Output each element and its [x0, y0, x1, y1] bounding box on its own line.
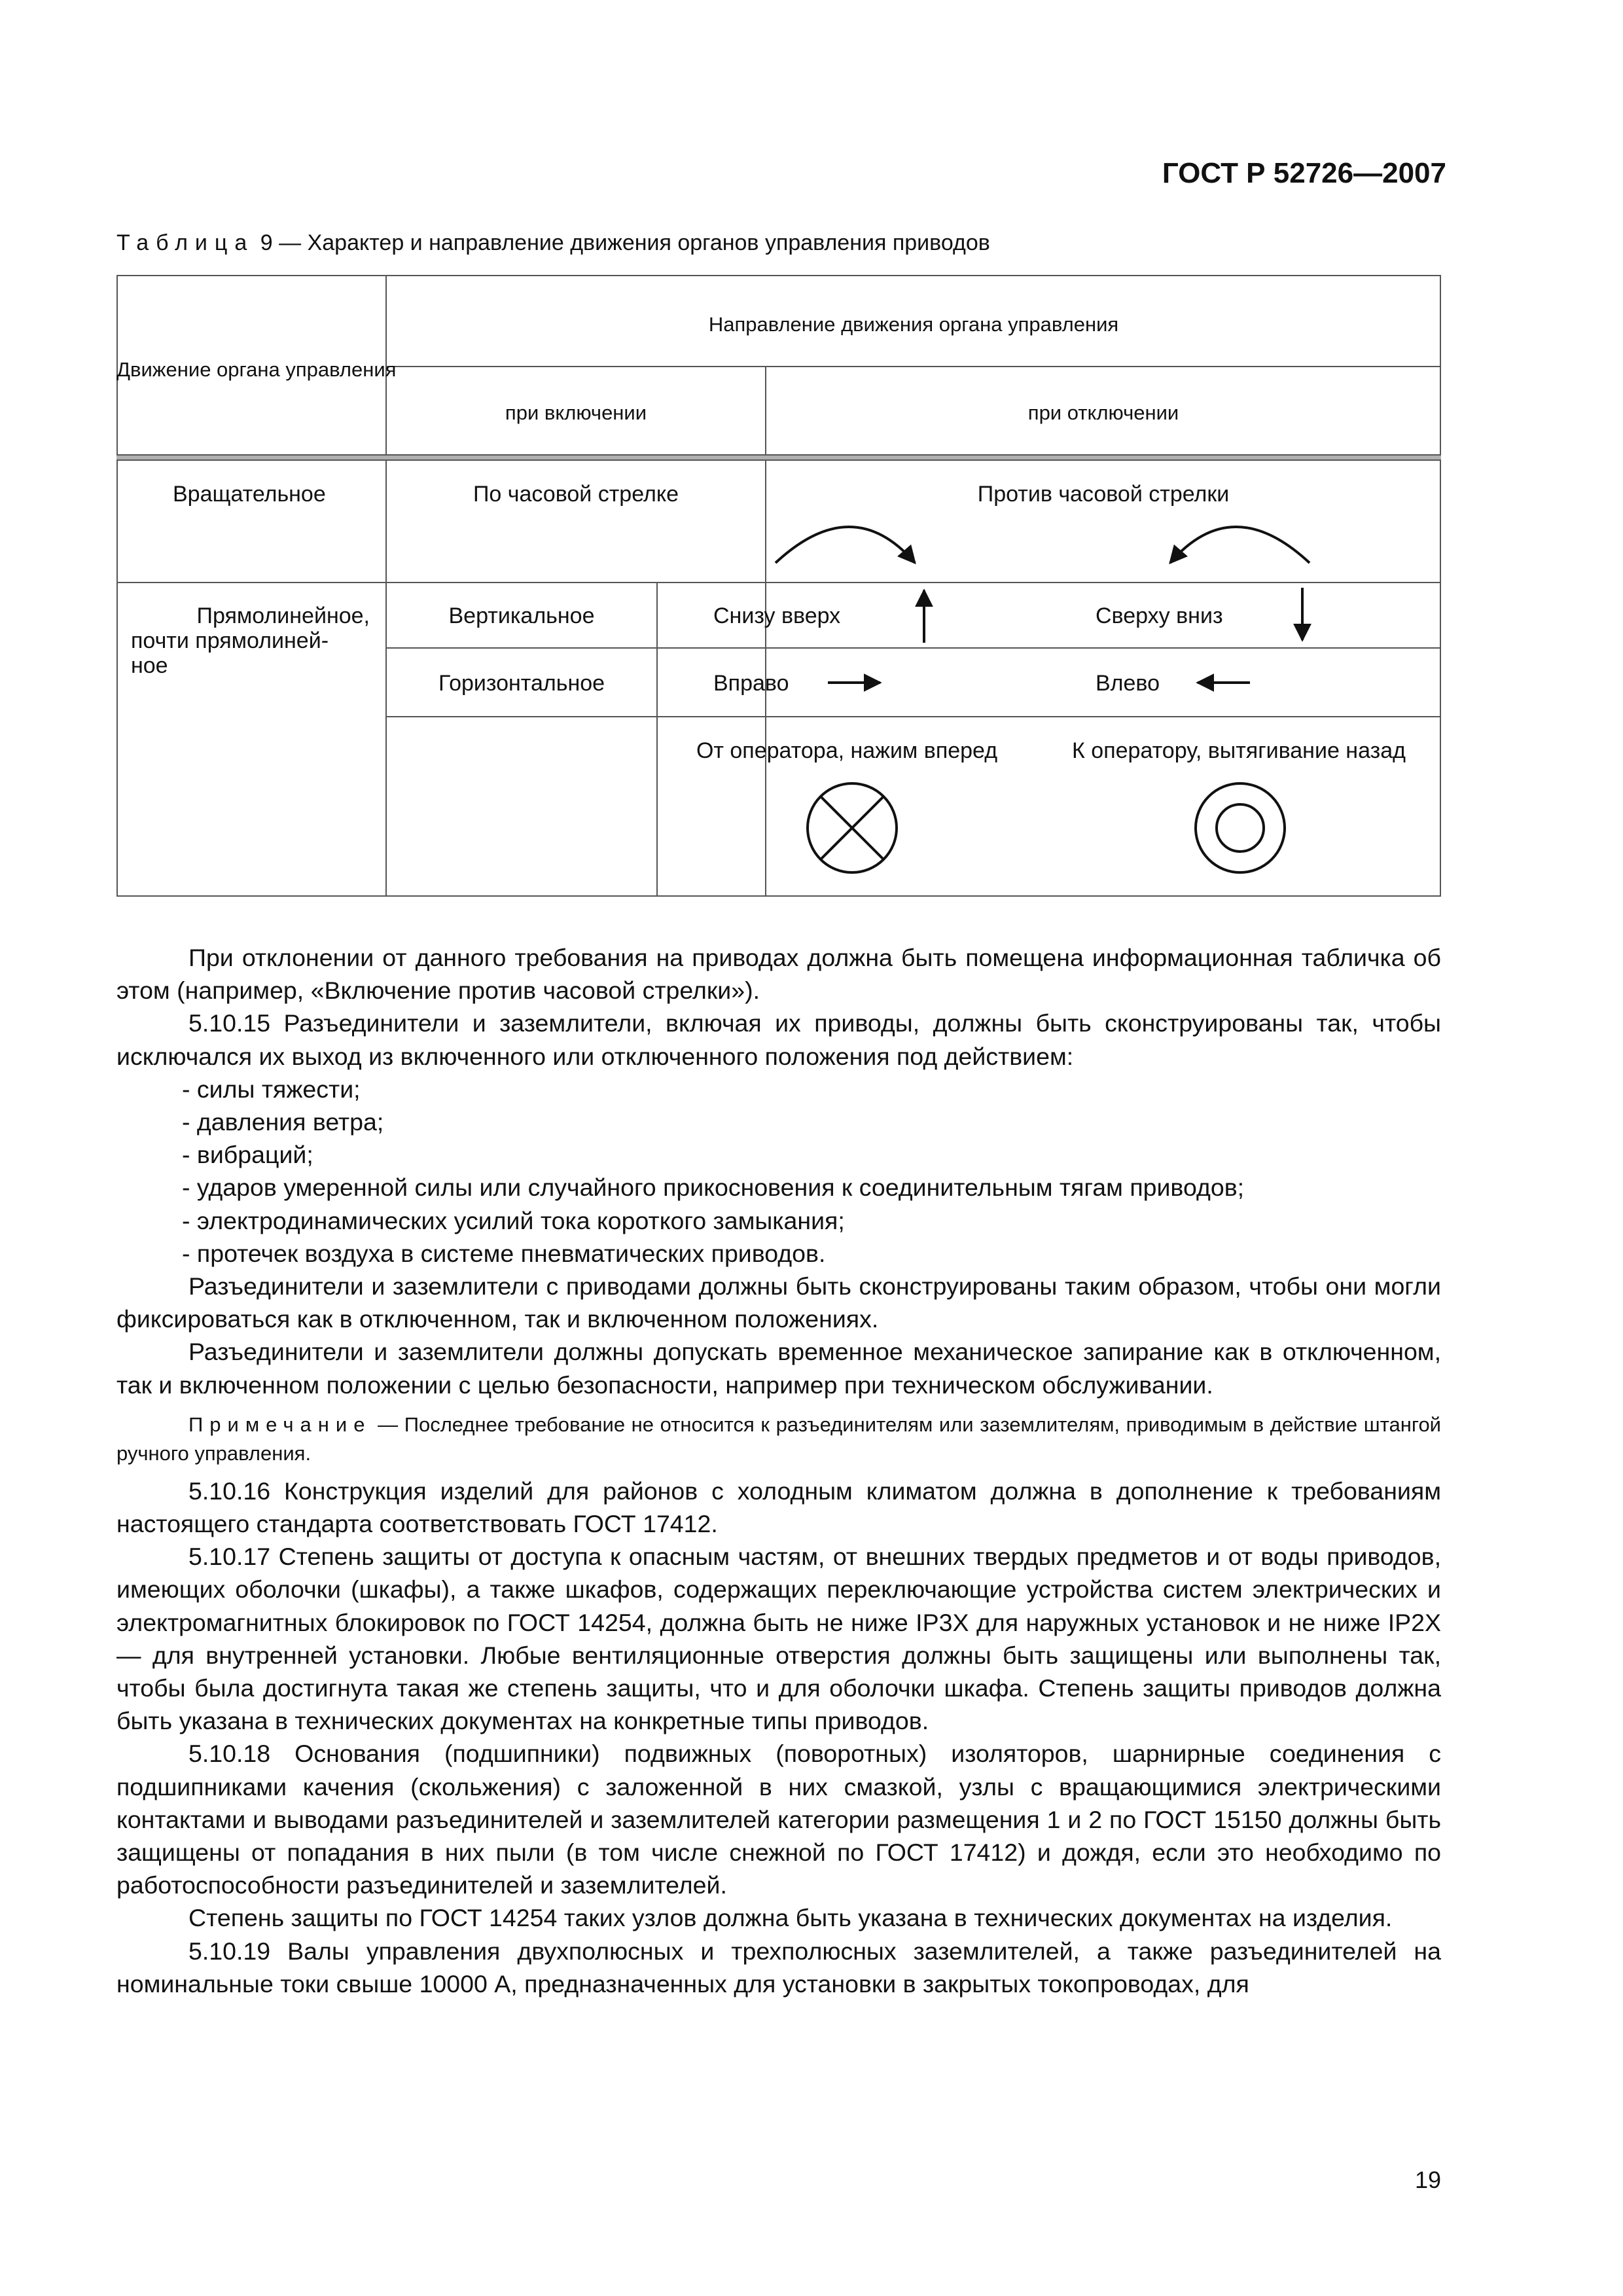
paragraph-5-10-15: 5.10.15 Разъединители и заземлители, включая их приводы, должны быть сконструированы так, чтобы исключался их выход из включенного или отключенного положения под действием:	[116, 1009, 1441, 1070]
row-linear-label-line1: Прямолинейное,	[196, 603, 370, 628]
row-linear-label-line3: ное	[131, 653, 168, 678]
table-caption	[116, 230, 990, 256]
row-rotational-label: Вращательное	[173, 482, 326, 507]
row-linear-label-line2: почти прямолиней-	[131, 628, 329, 653]
row-vertical-on: Снизу вверх	[713, 603, 841, 628]
body-text	[116, 941, 1441, 2000]
note-text: — Последнее требование не относится к разъединителям или заземлителям, приводимым в действие штангой ручного управления.	[116, 1412, 1441, 1465]
list-item: - вибраций;	[182, 1141, 313, 1169]
header-on: при включении	[505, 401, 647, 424]
document-id: ГОСТ Р 52726—2007	[1162, 157, 1446, 189]
table-caption-label: Таблица	[116, 230, 255, 255]
counterclockwise-arrow-icon	[1170, 527, 1310, 563]
header-off: при отключении	[1027, 401, 1179, 424]
push-away-cross-circle-icon	[808, 783, 897, 872]
row-rotational-on: По часовой стрелке	[473, 482, 679, 507]
row-push-on: От оператора, нажим вперед	[696, 738, 998, 763]
list-item: - электродинамических усилий тока короткого замыкания;	[182, 1206, 845, 1234]
paragraph: Разъединители и заземлители должны допускать временное механическое запирание как в отключенном, так и включенном положении с целью безопасности, например при техническом обслуживании.	[116, 1338, 1441, 1399]
paragraph: Разъединители и заземлители с приводами должны быть сконструированы таким образом, чтобы они могли фиксироваться как в отключенном, так и включенном положениях.	[116, 1272, 1441, 1333]
paragraph-5-10-18: 5.10.18 Основания (подшипники) подвижных (поворотных) изоляторов, шарнирные соединения с подшипниками качения (скольжения) с заложенной в них смазкой, узлы с вращающимися электрическими контактами и выводами разъединителей и заземлителей категории размещения 1 и 2 по ГОСТ 15150 должны быть защищены от попадания в них пыли (в том числе снежной по ГОСТ 17412) и дождя, если это необходимо по работоспособности разъединителей и заземлителей.	[116, 1740, 1441, 1899]
list-item: - протечек воздуха в системе пневматических приводов.	[182, 1239, 826, 1267]
row-pull-off: К оператору, вытягивание назад	[1072, 738, 1406, 763]
clockwise-arrow-icon	[776, 527, 915, 563]
row-rotational-off: Против часовой стрелки	[977, 482, 1230, 507]
row-vertical-label: Вертикальное	[448, 603, 595, 628]
list-item: - давления ветра;	[182, 1108, 384, 1136]
header-direction: Направление движения органа управления	[708, 313, 1119, 336]
row-horizontal-off: Влево	[1096, 671, 1160, 696]
paragraph: Степень защиты по ГОСТ 14254 таких узлов должна быть указана в технических документах на изделия.	[188, 1904, 1393, 1932]
list-item: - силы тяжести;	[182, 1075, 361, 1103]
row-vertical-off: Сверху вниз	[1096, 603, 1223, 628]
row-horizontal-label: Горизонтальное	[438, 671, 605, 696]
list-item: - ударов умеренной силы или случайного прикосновения к соединительным тягам приводов;	[182, 1174, 1245, 1202]
paragraph-5-10-19: 5.10.19 Валы управления двухполюсных и трехполюсных заземлителей, а также разъединителей на номинальные токи свыше 10000 А, предназначенных для установки в закрытых токопроводах, для	[116, 1937, 1441, 1998]
note	[116, 1410, 1441, 1468]
header-motion: Движение органа управления	[116, 358, 397, 381]
control-direction-table	[116, 275, 1441, 897]
note-label: Примечание	[188, 1412, 372, 1436]
row-horizontal-on: Вправо	[713, 671, 789, 696]
pull-toward-circle-icon	[1196, 783, 1285, 872]
row-linear-label	[131, 603, 370, 678]
table-caption-text: 9 — Характер и направление движения органов управления приводов	[260, 230, 990, 255]
paragraph-5-10-16: 5.10.16 Конструкция изделий для районов с холодным климатом должна в дополнение к требованиям настоящего стандарта соответствовать ГОСТ 17412.	[116, 1477, 1441, 1538]
paragraph-5-10-17: 5.10.17 Степень защиты от доступа к опасным частям, от внешних твердых предметов и от воды приводов, имеющих оболочки (шкафы), а также шкафов, содержащих переключающие устройства систем электрических и электромагнитных блокировок по ГОСТ 14254, должна быть не ниже IP3X для наружных установок и не ниже IP2X — для внутренней установки. Любые вентиляционные отверстия должны быть защищены или выполнены так, чтобы была достигнута такая же степень защиты, что и для оболочки шкафа. Степень защиты приводов должна быть указана в технических документах на конкретные типы приводов.	[116, 1543, 1441, 1735]
page-number: 19	[1414, 2166, 1441, 2193]
paragraph: При отклонении от данного требования на приводах должна быть помещена информационная табличка об этом (например, «Включение против часовой стрелки»).	[116, 944, 1441, 1005]
